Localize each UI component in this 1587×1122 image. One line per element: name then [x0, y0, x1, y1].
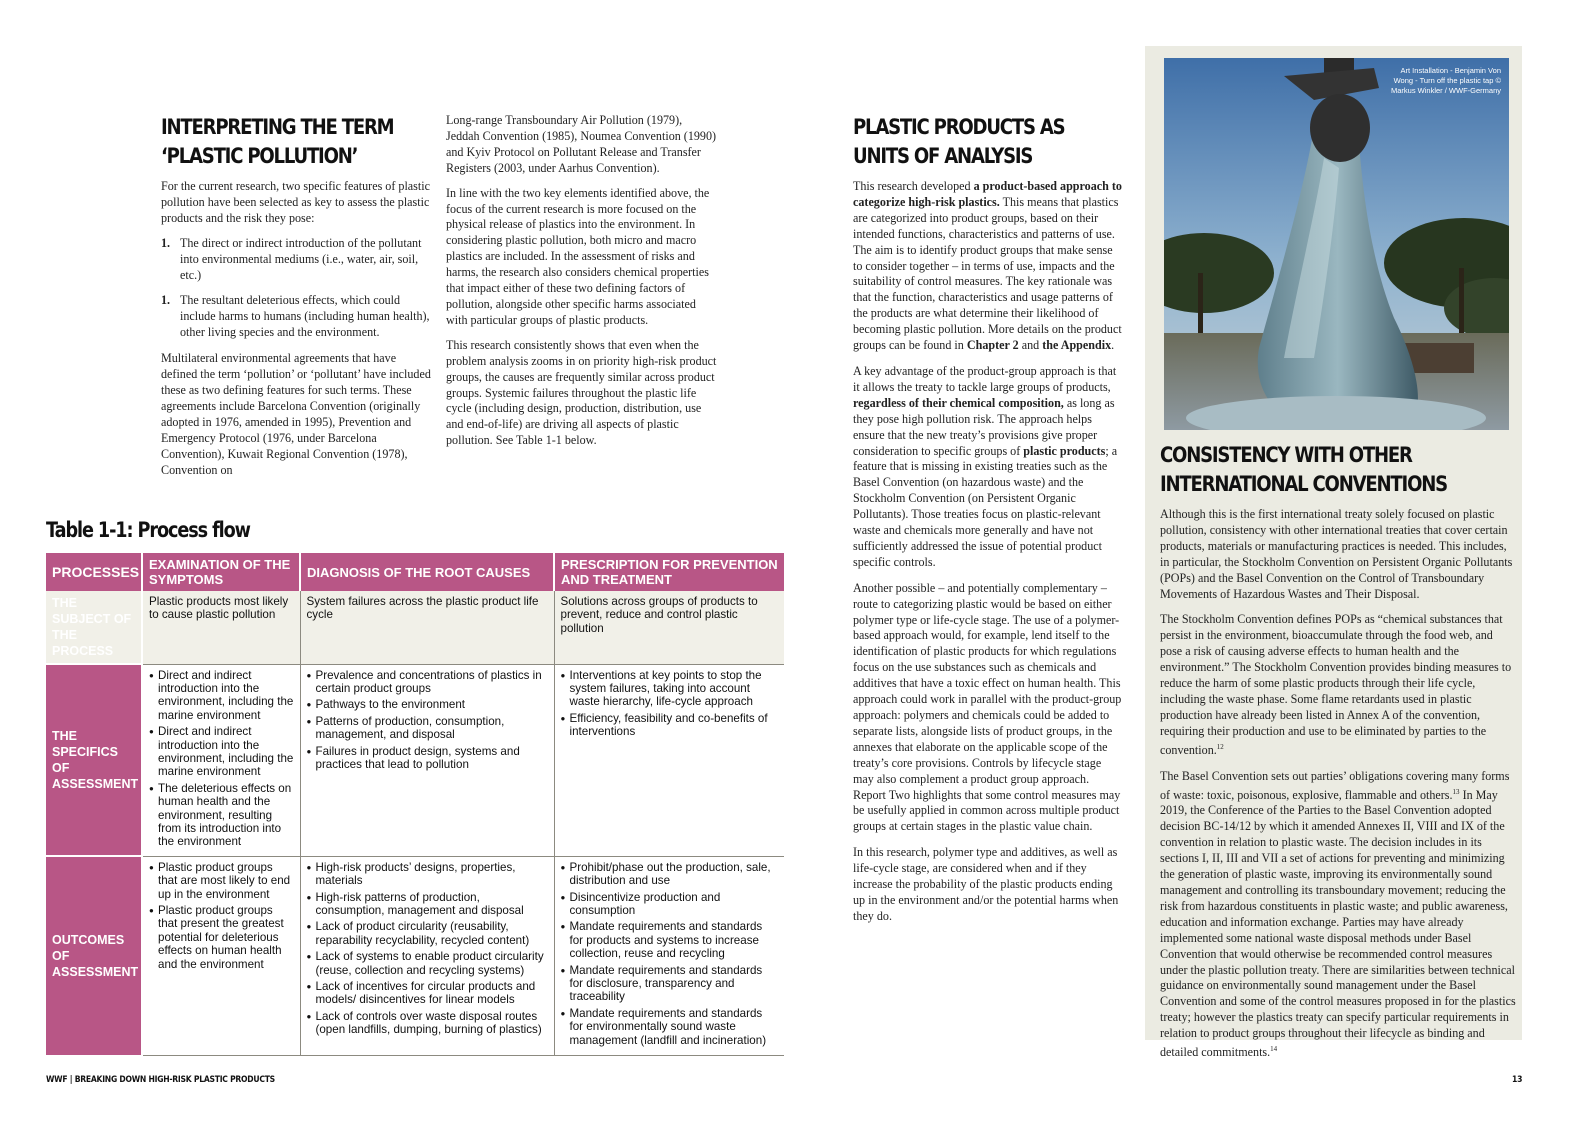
consistency-paragraph: Although this is the first international treaty solely focused on plastic pollution, consistency with other international treaties that cover certain products, materials or manufacturing practices is needed. This includes, in particular, the Stockholm Convention on Persistent Organic Pollutants (POPs) and the Basel Convention on the Control of Transboundary Movements of Hazardous Wastes and Their Disposal.	[1160, 507, 1513, 601]
table-row	[46, 591, 784, 664]
middle-column	[853, 113, 1123, 934]
list-item: 1. The resultant deleterious effects, which could include harms to humans (including human health), other living species and the environment.	[161, 293, 430, 340]
key-features-list	[161, 236, 431, 341]
table-cell: Solutions across groups of products to prevent, reduce and control plastic pollution	[554, 591, 784, 664]
advantage-paragraph: A key advantage of the product-group approach is that it allows the treaty to tackle large groups of products, regardless of their chemical composition, as long as they pose high pollution risk. The approach helps ensure that the new treaty’s provisions give proper consideration to specific groups of plastic products; a feature that is missing in existing treaties such as the Basel Convention (on hazardous waste) and the Stockholm Convention (on Persistent Organic Pollutants). Those treaties focus on plastic-relevant waste and chemicals more generally and have not sufficiently addressed the issue of potential product specific controls.	[853, 363, 1118, 569]
list-item: ● High-risk products’ designs, properties, materials	[307, 861, 548, 888]
list-item: ● Lack of product circularity (reusability, reparability recyclability, recycled content)	[307, 920, 548, 947]
list-item: ● The deleterious effects on human health and the environment, resulting from its introduction into the environment	[149, 782, 294, 849]
lifecycle-paragraph: In this research, polymer type and additives, as well as life-cycle stage, are considered when and if they increase the probability of the plastic products ending up in the environment and/or the potential harms when they do.	[853, 845, 1119, 923]
header-processes: PROCESSES	[46, 553, 142, 591]
heading-units-of-analysis: PLASTIC PRODUCTS AS UNITS OF ANALYSIS	[853, 115, 1065, 168]
agreements-paragraph: Multilateral environmental agreements that have defined the term ‘pollution’ or ‘pollutant’ have included these as two defining features for such terms. These agreements include Barcelona Convention (originally adopted in 1976, amended in 1995), Prevention and Emergency Protocol (1976, under Barcelona Convention), Kuwait Regional Convention (1978), Convention on	[161, 351, 431, 477]
table-cell	[142, 856, 300, 1055]
list-item: ● High-risk patterns of production, consumption, management and disposal	[307, 891, 548, 918]
header-root-causes: DIAGNOSIS OF THE ROOT CAUSES	[300, 553, 554, 591]
table-row	[46, 664, 784, 856]
list-item: ● Pathways to the environment	[307, 698, 548, 711]
intro-paragraph: For the current research, two specific features of plastic pollution have been selected as key to assess the plastic products and the risk they pose:	[161, 179, 430, 225]
photo-credit: Art Installation - Benjamin Von Wong - Turn off the plastic tap © Markus Winkler / WWF-Germany	[1391, 66, 1502, 95]
row-label: THE SUBJECT OF THE PROCESS	[46, 591, 142, 664]
art-installation-photo	[1164, 58, 1509, 430]
list-item: ● Failures in product design, systems and practices that lead to pollution	[307, 745, 548, 772]
list-item: ● Plastic product groups that are most likely to end up in the environment	[149, 861, 294, 901]
table-cell	[554, 856, 784, 1055]
list-item: ● Mandate requirements and standards for disclosure, transparency and traceability	[561, 964, 779, 1004]
list-item: ● Mandate requirements and standards for environmentally sound waste management (landfill and incineration)	[561, 1007, 779, 1047]
list-item: ● Prohibit/phase out the production, sale, distribution and use	[561, 861, 779, 888]
table-cell	[142, 664, 300, 856]
header-symptoms: EXAMINATION OF THE SYMPTOMS	[142, 553, 300, 591]
photo-illustration	[1164, 58, 1509, 430]
table-cell	[300, 664, 554, 856]
list-item: ● Direct and indirect introduction into the environment, including the marine environment	[149, 669, 294, 723]
left-column-2	[446, 113, 718, 458]
table-row	[46, 856, 784, 1055]
left-column-1	[161, 113, 431, 487]
list-item: ● Plastic product groups that present the greatest potential for deleterious effects on human health and the environment	[149, 904, 294, 971]
table-cell	[300, 856, 554, 1055]
list-item: ● Lack of controls over waste disposal routes (open landfills, dumping, burning of plastics)	[307, 1010, 548, 1037]
heading-interpreting-plastic-pollution: INTERPRETING THE TERM ‘PLASTIC POLLUTION’	[161, 115, 394, 168]
product-based-paragraph: This research developed a product-based approach to categorize high-risk plastics. This means that plastics are categorized into product groups, based on their intended functions, characteristics and patterns of use. The aim is to identify product groups that make sense to consider together – in terms of use, impacts and the suitability of control measures. The key rationale was that the function, characteristics and usage patterns of the products are what determine their likelihood of becoming plastic pollution. More details on the product groups can be found in Chapter 2 and the Appendix.	[853, 179, 1122, 353]
basel-paragraph: The Basel Convention sets out parties’ obligations covering many forms of waste: toxic, poisonous, explosive, flammable and others.$^{13}$ In May 2019, the Conference of the Parties to the Basel Convention adopted decision BC-14/12 by which it amended Annexes II, VIII and IX of the convention in relation to plastic waste. The decision includes in its sections I, II, III and VII a set of actions for preventing and minimizing the generation of plastic waste, improving its environmentally sound management and controlling its transboundary movement; reducing the risk from hazardous constituents in plastic waste; and public awareness, education and information exchange. Parties may have already implemented some national waste disposal methods under Basel Convention that would otherwise be recommended control measures under the plastic pollution treaty. There are similarities between technical guidance on environmentally sound management under the Basel Convention and some of the control measures proposed in for the plastics treaty; however the plastics treaty can specify particular requirements in relation to product groups throughout their lifecycle as binding and detailed commitments.$^{14}$	[1160, 768, 1516, 1060]
table-cell: System failures across the plastic product life cycle	[300, 591, 554, 664]
conventions-paragraph: Long-range Transboundary Air Pollution (1979), Jeddah Convention (1985), Noumea Convention (1990) and Kyiv Protocol on Pollutant Release and Transfer Registers (2003, under Aarhus Convention).	[446, 113, 717, 175]
focus-paragraph: In line with the two key elements identified above, the focus of the current research is more focused on the physical release of plastics into the environment. In considering plastic pollution, both micro and macro plastics are included. In the assessment of risks and harms, the research also considers chemical properties that impact either of these two defining factors of pollution, alongside other specific harms associated with particular groups of plastic products.	[446, 185, 710, 327]
list-item: ● Interventions at key points to stop the system failures, taking into account waste hierarchy, life-cycle approach	[561, 669, 779, 709]
footer-title: WWF | BREAKING DOWN HIGH-RISK PLASTIC PRODUCTS	[46, 1075, 275, 1085]
row-label: OUTCOMES OF ASSESSMENT	[46, 856, 142, 1055]
table-cell	[554, 664, 784, 856]
stockholm-paragraph: The Stockholm Convention defines POPs as “chemical substances that persist in the environment, bioaccumulate through the food web, and pose a risk of causing adverse effects to human health and the environment.” The Stockholm Convention provides binding measures to reduce the harm of some plastic products through their life cycle, including the waste phase. Some flame retardants used in plastic production have already been listed in Annex A of the convention, requiring their production and use to be eliminated by parties to the convention.$^{12}$	[1160, 612, 1512, 757]
list-item: ● Efficiency, feasibility and co-benefits of interventions	[561, 712, 779, 739]
process-flow-table	[46, 553, 784, 1056]
list-item: ● Disincentivize production and consumption	[561, 891, 779, 918]
table-title: Table 1-1: Process flow	[46, 518, 250, 542]
sidebar-content	[1160, 441, 1516, 1070]
list-item: ● Lack of incentives for circular products and models/ disincentives for linear models	[307, 980, 548, 1007]
systemic-failures-paragraph: This research consistently shows that even when the problem analysis zooms in on priority high-risk product groups, the causes are frequently similar across product groups. Systemic failures throughout the plastic life cycle (including design, production, distribution, use and end-of-life) are driving all aspects of plastic pollution. See Table 1-1 below.	[446, 337, 717, 448]
header-prescription: PRESCRIPTION FOR PREVENTION AND TREATMENT	[554, 553, 784, 591]
list-item: ● Patterns of production, consumption, management, and disposal	[307, 715, 548, 742]
heading-consistency: CONSISTENCY WITH OTHER INTERNATIONAL CONVENTIONS	[1160, 443, 1447, 496]
list-item: ● Prevalence and concentrations of plastics in certain product groups	[307, 669, 548, 696]
row-label: THE SPECIFICS OF ASSESSMENT	[46, 664, 142, 856]
list-item: 1. The direct or indirect introduction of the pollutant into environmental mediums (i.e., water, air, soil, etc.)	[161, 235, 422, 282]
list-item: ● Mandate requirements and standards for products and systems to increase collection, reuse and recycling	[561, 920, 779, 960]
list-item: ● Direct and indirect introduction into the environment, including the marine environment	[149, 725, 294, 779]
table-cell: Plastic products most likely to cause plastic pollution	[142, 591, 300, 664]
polymer-route-paragraph: Another possible – and potentially complementary – route to categorizing plastic would be based on either polymer type or life-cycle stage. The use of a polymer-based approach would, for example, lend itself to the identification of plastic products for which regulations focus on the use substances such as chemicals and additives that have a toxic effect on human health. This approach could work in parallel with the product-group approach: polymers and chemicals could be added to separate lists, alongside lists of product groups, in the annexes that elaborate on the applicable scope of the treaty’s core provisions. Controls by lifecycle stage may also complement a product group approach. Report Two highlights that some control measures may be usefully applied in common across multiple product groups at certain stages in the plastic value chain.	[853, 580, 1122, 834]
page-number: 13	[1512, 1075, 1523, 1085]
list-item: ● Lack of systems to enable product circularity (reuse, collection and recycling systems)	[307, 950, 548, 977]
